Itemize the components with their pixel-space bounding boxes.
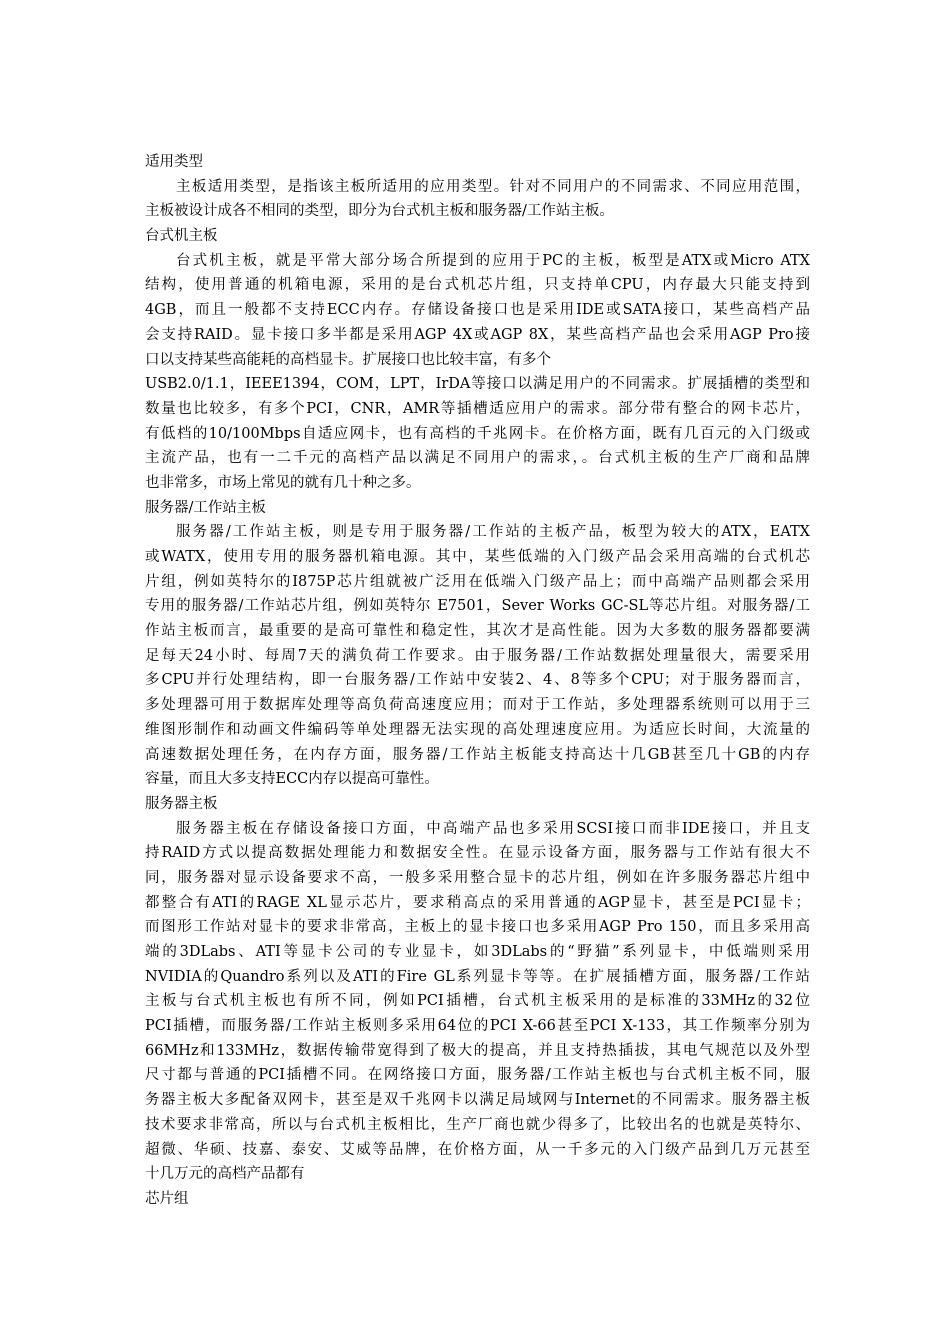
paragraph-line: 技术要求非常高，所以与台式机主板相比，生产厂商也就少得多了，比较出名的也就是英特尔、 <box>145 1116 810 1133</box>
paragraph-last-line: 主板被设计成各不相同的类型，即分为台式机主板和服务器/工作站主板。 <box>145 203 614 220</box>
section-heading: 芯片组 <box>145 1190 189 1207</box>
paragraph-first-line: 主板适用类型，是指该主板所适用的应用类型。针对不同用户的不同需求、不同应用范围， <box>176 178 810 195</box>
paragraph-line: 尺寸都与普通的PCI插槽不同。在网络接口方面，服务器/工作站主板也与台式机主板不同，服 <box>145 1067 810 1084</box>
paragraph-line: 高速数据处理任务，在内存方面，服务器/工作站主板能支持高达十几GB甚至几十GB的内存 <box>145 746 810 763</box>
paragraph-last-line: 容量，而且大多支持ECC内存以提高可靠性。 <box>145 771 439 788</box>
paragraph-last-line: 口以支持某些高能耗的高档显卡。扩展接口也比较丰富，有多个 <box>145 351 551 368</box>
paragraph-line: 同，服务器对显示设备要求不高，一般多采用整合显卡的芯片组，例如在许多服务器芯片组中 <box>145 869 810 886</box>
paragraph-line: NVIDIA的Quandro系列以及ATI的Fire GL系列显卡等等。在扩展插槽方面，服务器/工作站 <box>145 968 810 985</box>
section-heading: 台式机主板 <box>145 228 218 245</box>
paragraph-line: 66MHz和133MHz，数据传输带宽得到了极大的提高，并且支持热插拔，其电气规范以及外型 <box>145 1042 810 1059</box>
paragraph-first-line: 服务器主板在存储设备接口方面，中高端产品也多采用SCSI接口而非IDE接口，并且支 <box>176 820 810 837</box>
paragraph-line: 结构，使用普通的机箱电源，采用的是台式机芯片组，只支持单CPU，内存最大只能支持到 <box>145 277 810 294</box>
paragraph-line: 维图形制作和动画文件编码等单处理器无法实现的高处理速度应用。为适应长时间，大流量的 <box>145 721 810 738</box>
paragraph-line: 4GB，而且一般都不支持ECC内存。存储设备接口也是采用IDE或SATA接口，某些高档产品 <box>145 302 810 319</box>
paragraph-line: 持RAID方式以提高数据处理能力和数据安全性。在显示设备方面，服务器与工作站有很大不 <box>145 845 810 862</box>
paragraph-line: 作站主板而言，最重要的是高可靠性和稳定性，其次才是高性能。因为大多数的服务器都要满 <box>145 623 810 640</box>
paragraph-line: 端的3DLabs、ATI等显卡公司的专业显卡，如3DLabs的“野猫”系列显卡，中低端则采用 <box>145 944 810 960</box>
paragraph-line: USB2.0/1.1，IEEE1394，COM，LPT，IrDA等接口以满足用户的不同需求。扩展插槽的类型和 <box>145 376 810 393</box>
paragraph-first-line: 服务器/工作站主板，则是专用于服务器/工作站的主板产品，板型为较大的ATX，EATX <box>176 524 810 541</box>
paragraph-line: 专用的服务器/工作站芯片组，例如英特尔 E7501，Sever Works GC-SL等芯片组。对服务器/工 <box>145 598 810 615</box>
paragraph-line: 足每天24小时、每周7天的满负荷工作要求。由于服务器/工作站数据处理量很大，需要采用 <box>145 647 810 664</box>
paragraph-line: 多CPU并行处理结构，即一台服务器/工作站中安装2、4、8等多个CPU；对于服务器而言， <box>145 672 810 689</box>
paragraph-line: 务器主板大多配备双网卡，甚至是双千兆网卡以满足局域网与Internet的不同需求。服务器主板 <box>145 1092 810 1109</box>
document-page <box>145 150 810 1212</box>
paragraph-line: 多处理器可用于数据库处理等高负荷高速度应用；而对于工作站，多处理器系统则可以用于三 <box>145 697 810 714</box>
paragraph-line: PCI插槽，而服务器/工作站主板则多采用64位的PCI X-66甚至PCI X-133，其工作频率分别为 <box>145 1018 810 1035</box>
paragraph-line: 都整合有ATI的RAGE XL显示芯片，要求稍高点的采用普通的AGP显卡，甚至是PCI显卡； <box>145 894 810 911</box>
section-heading: 服务器/工作站主板 <box>145 499 266 516</box>
paragraph-line: 而图形工作站对显卡的要求非常高，主板上的显卡接口也多采用AGP Pro 150，而且多采用高 <box>145 919 810 936</box>
section-heading: 适用类型 <box>145 154 203 170</box>
section-heading: 服务器主板 <box>145 795 218 812</box>
paragraph-line: 主板与台式机主板也有所不同，例如PCI插槽，台式机主板采用的是标准的33MHz的32位 <box>145 993 810 1010</box>
paragraph-line: 主流产品，也有一二千元的高档产品以满足不同用户的需求，。台式机主板的生产厂商和品牌 <box>145 450 810 467</box>
paragraph-last-line: 也非常多，市场上常见的就有几十种之多。 <box>145 474 421 491</box>
paragraph-last-line: 十几万元的高档产品都有 <box>145 1166 305 1183</box>
paragraph-line: 或WATX，使用专用的服务器机箱电源。其中，某些低端的入门级产品会采用高端的台式机芯 <box>145 549 810 565</box>
paragraph-line: 会支持RAID。显卡接口多半都是采用AGP 4X或AGP 8X，某些高档产品也会采用AGP Pro接 <box>145 326 810 343</box>
paragraph-first-line: 台式机主板，就是平常大部分场合所提到的应用于PC的主板，板型是ATX或Micro ATX <box>176 252 810 269</box>
paragraph-line: 数量也比较多，有多个PCI，CNR，AMR等插槽适应用户的需求。部分带有整合的网卡芯片， <box>145 400 810 417</box>
paragraph-line: 片组，例如英特尔的I875P芯片组就被广泛用在低端入门级产品上；而中高端产品则都会采用 <box>145 573 810 590</box>
paragraph-line: 超微、华硕、技嘉、泰安、艾威等品牌，在价格方面，从一千多元的入门级产品到几万元甚至 <box>145 1141 810 1158</box>
paragraph-line: 有低档的10/100Mbps自适应网卡，也有高档的千兆网卡。在价格方面，既有几百元的入门级或 <box>145 425 810 442</box>
